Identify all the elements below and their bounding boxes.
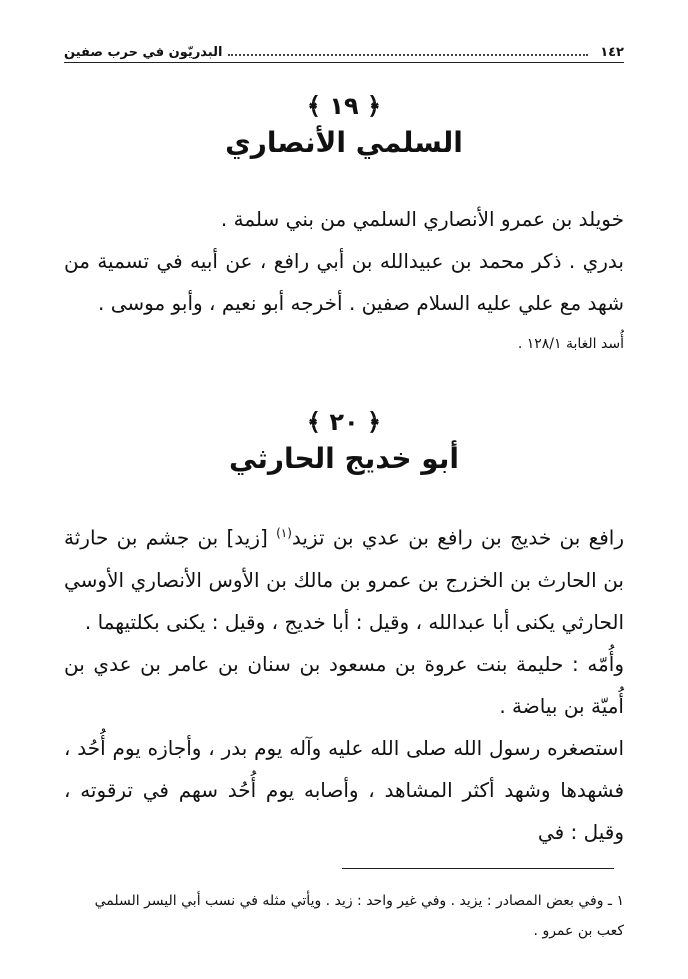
running-title: البدريّون في حرب صفين (64, 45, 223, 60)
entry-19-source (64, 332, 624, 356)
paragraph: استصغره رسول الله صلى الله عليه وآله يوم بدر ، وأجازه يوم أُحُد ، فشهدها وشهد أكثر المشاهد ، وأصابه يوم أُحُد سهم في ترقوته ، وقيل : في (64, 735, 624, 844)
paragraph: بدري . ذكر محمد بن عبيدالله بن أبي رافع ، عن أبيه في تسمية من شهد مع علي عليه السلام صفين . أخرجه أبو نعيم ، وأبو موسى . (64, 249, 624, 315)
entry-title: أبو خديج الحارثي (229, 442, 459, 475)
entry-number: ﴿ ٢٠ ﴾ (306, 408, 382, 436)
footnote-marker: (١) (276, 526, 292, 540)
entry-19 (64, 92, 624, 159)
entry-19-body (64, 198, 624, 324)
entry-number: ﴿ ١٩ ﴾ (306, 92, 382, 120)
entry-20 (64, 408, 624, 475)
footnote-divider (342, 868, 614, 869)
paragraph-text: رافع بن خديج بن رافع بن عدي بن تزيد (291, 525, 624, 550)
paragraph: خويلد بن عمرو الأنصاري السلمي من بني سلمة . (220, 207, 624, 231)
header-leader-dots (228, 46, 588, 56)
page-number: ١٤٢ (600, 45, 624, 60)
entry-20-body (64, 512, 624, 853)
paragraph: وأُمّه : حليمة بنت عروة بن مسعود بن سنان بن عامر بن عدي بن أُميّة بن بياضة . (64, 651, 624, 718)
paragraph (64, 512, 624, 643)
entry-title: السلمي الأنصاري (225, 126, 463, 159)
source-citation: أُسد الغابة ١٢٨/١ . (517, 336, 624, 352)
paragraph-text: [زيد] بن جشم بن حارثة بن الحارث بن الخزرج بن عمرو بن مالك بن الأوس الأنصاري الأوسي الحارثي يكنى أبا عبدالله ، وقيل : أبا خديج ، وقيل : يكنى بكلتيهما . (64, 525, 624, 634)
page-header (64, 36, 624, 63)
footnote: ١ ـ وفي بعض المصادر : يزيد . وفي غير واحد : زيد . ويأتي مثله في نسب أبي اليسر السلمي كعب بن عمرو . (94, 893, 624, 939)
